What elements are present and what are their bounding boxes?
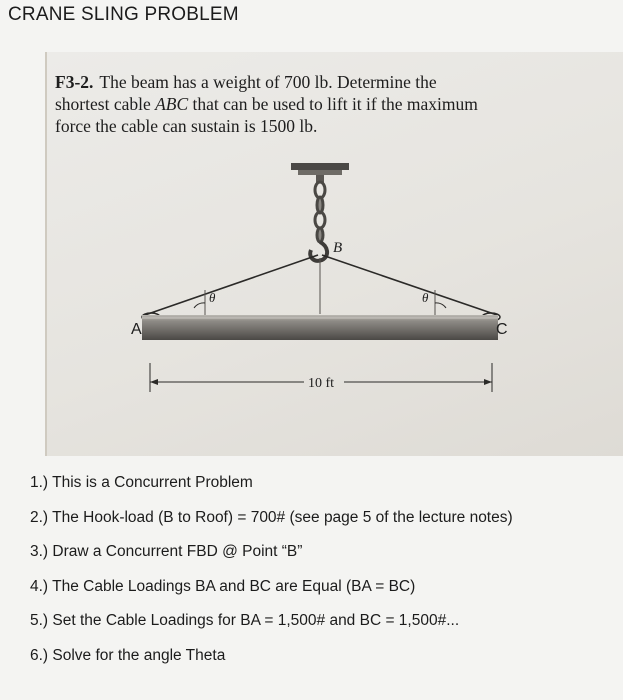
problem-line-2: shortest cable ABC that can be used to lift it if the maximum <box>55 94 478 114</box>
hook <box>310 242 327 261</box>
step-item: 2.) The Hook-load (B to Roof) = 700# (see page 5 of the lecture notes) <box>30 508 513 526</box>
step-item: 3.) Draw a Concurrent FBD @ Point “B” <box>30 543 303 561</box>
beam <box>142 315 498 340</box>
angle-arc-left <box>194 303 205 308</box>
problem-number: F3-2. <box>55 72 94 92</box>
arrow-left <box>150 379 158 385</box>
label-c: C <box>496 321 508 338</box>
arrow-right <box>484 379 492 385</box>
angle-label-right: θ <box>422 290 429 305</box>
step-item: 6.) Solve for the angle Theta <box>30 646 226 664</box>
ceiling-mount <box>291 163 349 183</box>
step-item: 5.) Set the Cable Loadings for BA = 1,500# and BC = 1,500#... <box>30 612 460 630</box>
label-b: B <box>333 240 343 256</box>
problem-line-3: force the cable can sustain is 1500 lb. <box>55 116 318 136</box>
solution-steps <box>30 472 513 680</box>
problem-line-1: F3-2. The beam has a weight of 700 lb. Determine the <box>55 72 437 92</box>
dimension-label: 10 ft <box>308 376 335 391</box>
angle-label-left: θ <box>209 290 216 305</box>
step-item: 1.) This is a Concurrent Problem <box>30 474 253 491</box>
cable-variable: ABC <box>155 94 189 114</box>
label-a: A <box>131 321 142 338</box>
step-item: 4.) The Cable Loadings BA and BC are Equal (BA = BC) <box>30 577 416 595</box>
chain <box>315 182 325 242</box>
page-title: CRANE SLING PROBLEM <box>8 4 239 25</box>
angle-arc-right <box>435 303 446 308</box>
